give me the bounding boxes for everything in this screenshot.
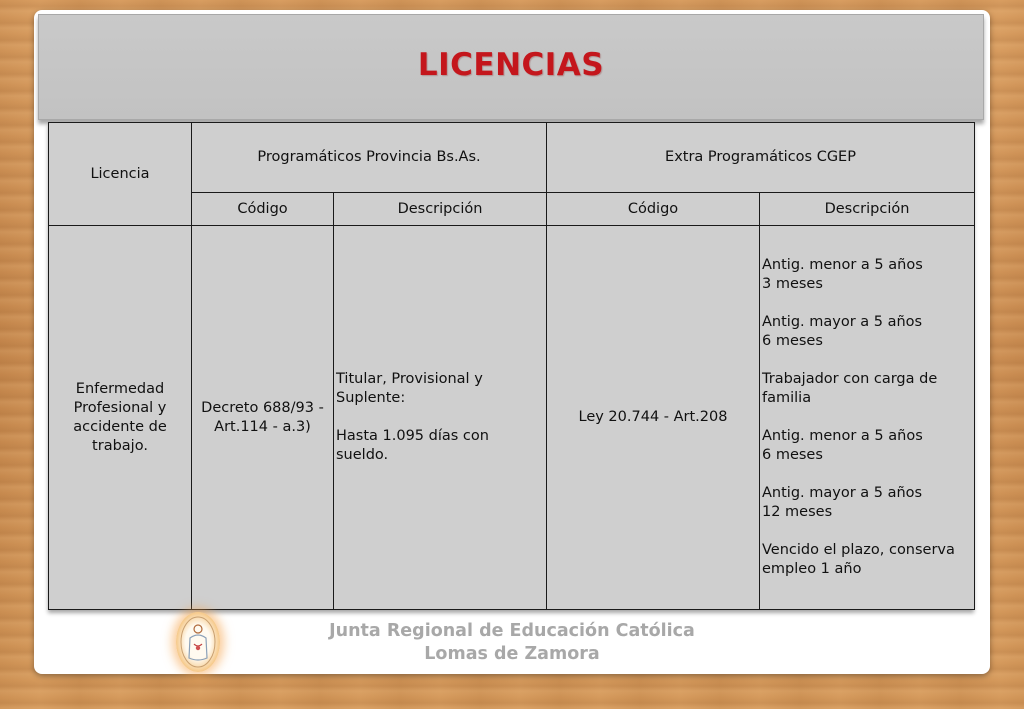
page-title: LICENCIAS bbox=[417, 47, 605, 83]
cell-licencia: Enfermedad Profesional y accidente de trabajo. bbox=[49, 226, 192, 610]
subheader-codigo-extra: Código bbox=[547, 193, 760, 226]
table-header-row bbox=[49, 123, 975, 193]
subheader-descripcion-prov: Descripción bbox=[334, 193, 547, 226]
table-row bbox=[49, 226, 975, 610]
header-programaticos-provincia: Programáticos Provincia Bs.As. bbox=[192, 123, 547, 193]
subheader-descripcion-extra: Descripción bbox=[760, 193, 975, 226]
cell-codigo-prov: Decreto 688/93 - Art.114 - a.3) bbox=[192, 226, 334, 610]
footer-location: Lomas de Zamora bbox=[424, 644, 600, 664]
header-licencia: Licencia bbox=[49, 123, 192, 226]
licencias-table-container bbox=[48, 122, 974, 610]
title-bar bbox=[38, 14, 984, 120]
cell-descripcion-extra: Antig. menor a 5 años 3 meses Antig. mayor a 5 años 6 meses Trabajador con carga de familia Antig. menor a 5 años 6 meses Antig. mayor a 5 años 12 meses Vencido el plazo, conserva empleo 1 año bbox=[760, 226, 975, 610]
header-extra-programaticos: Extra Programáticos CGEP bbox=[547, 123, 975, 193]
footer-organization: Junta Regional de Educación Católica bbox=[329, 621, 695, 641]
cell-codigo-extra: Ley 20.744 - Art.208 bbox=[547, 226, 760, 610]
subheader-codigo-prov: Código bbox=[192, 193, 334, 226]
footer bbox=[34, 620, 990, 666]
licencias-table bbox=[48, 122, 975, 610]
slide-card bbox=[34, 10, 990, 674]
cell-descripcion-prov: Titular, Provisional y Suplente: Hasta 1.095 días con sueldo. bbox=[334, 226, 547, 610]
